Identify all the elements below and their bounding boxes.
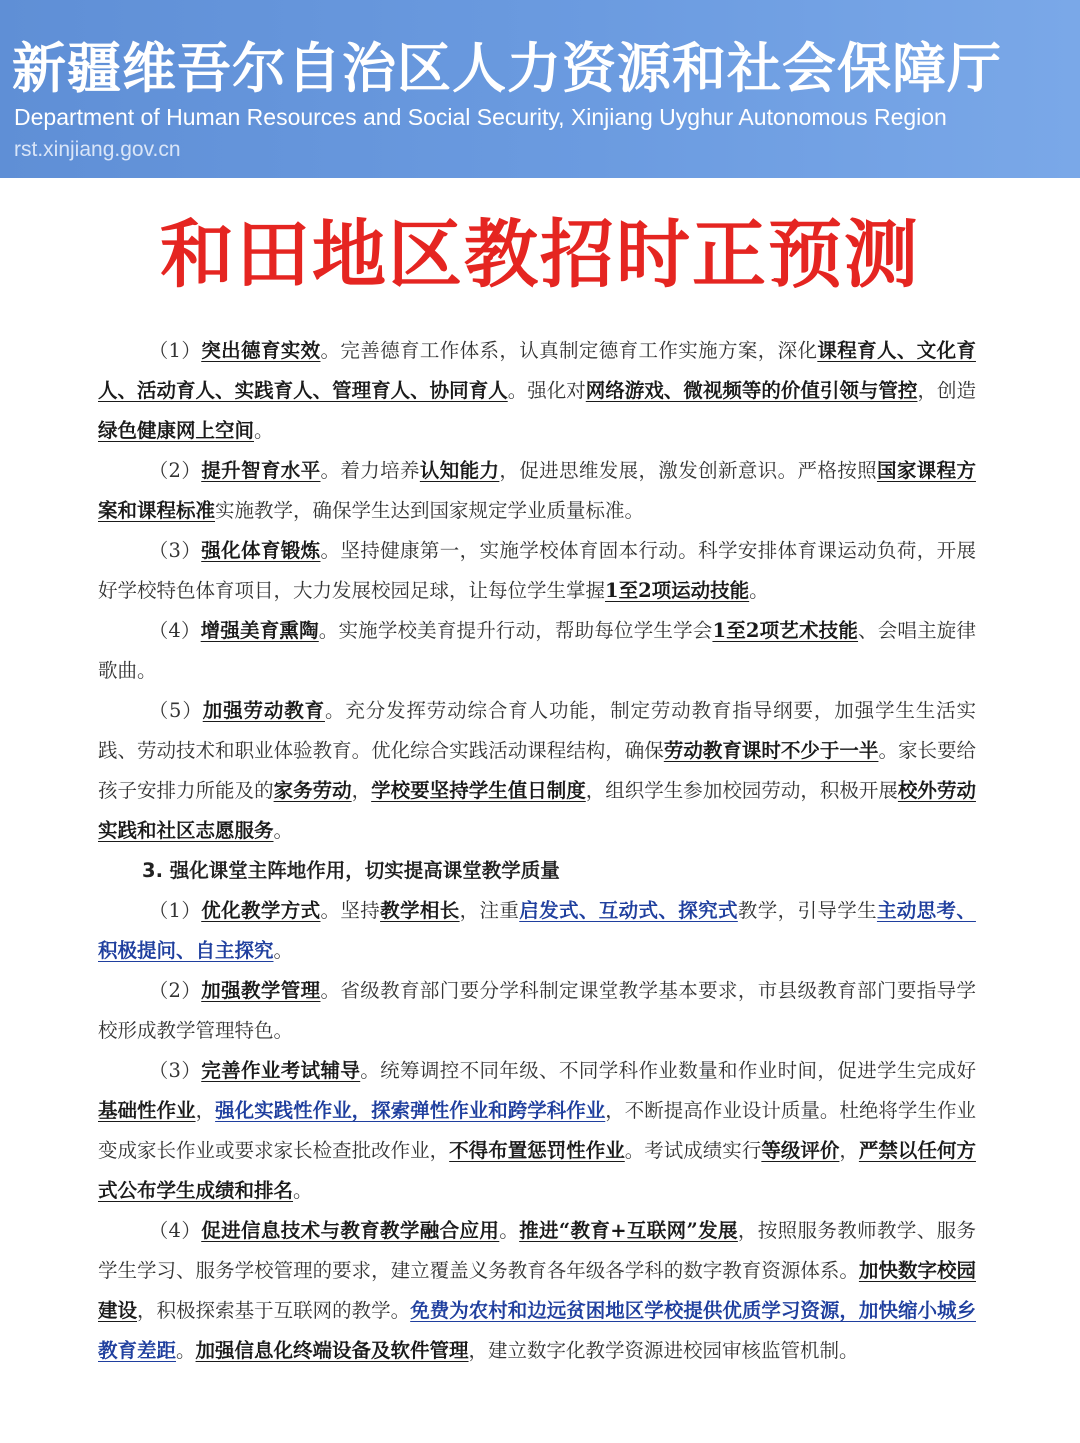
document-paragraph — [98, 971, 976, 1051]
emphasis-text: 强化实践性作业，探索弹性作业和跨学科作业 — [215, 1099, 606, 1122]
emphasis-text: 免费为农村和边远贫困地区学校提供优质学习资源，加快缩小城乡教育差距 — [98, 1299, 976, 1362]
website-url: rst.xinjiang.gov.cn — [14, 138, 181, 161]
emphasis-text: 加强教学管理 — [201, 979, 321, 1002]
paragraph-text: 教学，引导学生 — [737, 899, 877, 922]
paragraph-text: 。实施学校美育提升行动，帮助每位学生学会 — [318, 619, 713, 642]
paragraph-text: 。坚持 — [320, 899, 381, 922]
paragraph-text: ，不断提高作业设计质量。杜绝将学生作业变成家长作业或要求家长检查批改作业， — [98, 1099, 976, 1162]
emphasis-text: 课程育人、文化育人、活动育人、实践育人、管理育人、协同育人 — [98, 339, 976, 402]
paragraph-text: （2） — [148, 979, 202, 1002]
paragraph-text: ，积极探索基于互联网的教学。 — [137, 1299, 411, 1322]
paragraph-text: 。 — [273, 939, 294, 962]
paragraph-text: 。 — [273, 819, 294, 842]
header-banner — [0, 0, 1080, 178]
emphasis-text: 教学相长 — [380, 899, 460, 922]
emphasis-text: 突出德育实效 — [201, 339, 321, 362]
emphasis-text: 劳动教育课时不少于一半 — [663, 739, 879, 762]
emphasis-text: 加快数字校园建设 — [98, 1259, 976, 1322]
document-paragraph — [98, 611, 976, 691]
paragraph-text: （5） — [148, 699, 203, 722]
document-paragraph — [98, 891, 976, 971]
paragraph-text: ，按照服务教师教学、服务学生学习、服务学校管理的要求，建立覆盖义务教育各年级各学科的数字教育资源体系。 — [98, 1219, 976, 1282]
emphasis-text: 基础性作业 — [98, 1099, 196, 1122]
emphasis-text: 认知能力 — [419, 459, 500, 482]
section-heading — [98, 851, 976, 891]
paragraph-text: ， — [195, 1099, 216, 1122]
paragraph-text: 。 — [254, 419, 274, 442]
paragraph-text: ， — [351, 779, 372, 802]
paragraph-text: （1） — [148, 899, 202, 922]
emphasis-text: 学校要坚持学生值日制度 — [371, 779, 586, 802]
paragraph-text: ，组织学生参加校园劳动，积极开展 — [585, 779, 898, 802]
paragraph-text: ， — [839, 1139, 859, 1162]
paragraph-text: 。 — [293, 1179, 313, 1202]
document-paragraph — [98, 691, 976, 851]
paragraph-text: （2） — [148, 459, 202, 482]
paragraph-text: ，创造 — [917, 379, 976, 402]
emphasis-text: 国家课程方案和课程标准 — [98, 459, 976, 522]
emphasis-text: 提升智育水平 — [201, 459, 321, 482]
emphasis-text: 完善作业考试辅导 — [201, 1059, 361, 1082]
paragraph-text: 3. 强化课堂主阵地作用，切实提高课堂教学质量 — [142, 859, 560, 882]
paragraph-text: 。 — [499, 1219, 520, 1242]
paragraph-text: 。省级教育部门要分学科制定课堂教学基本要求，市县级教育部门要指导学校形成教学管理特色。 — [98, 979, 976, 1042]
paragraph-text: 实施教学，确保学生达到国家规定学业质量标准。 — [215, 499, 645, 522]
emphasis-text: 网络游戏、微视频等的价值引领与管控 — [585, 379, 918, 402]
paragraph-text: 。强化对 — [507, 379, 586, 402]
emphasis-text: 促进信息技术与教育教学融合应用 — [201, 1219, 500, 1242]
paragraph-text: （4） — [148, 619, 201, 642]
emphasis-text: 绿色健康网上空间 — [98, 419, 255, 442]
paragraph-text: 。 — [749, 579, 769, 602]
paragraph-text: 。 — [176, 1339, 196, 1362]
paragraph-text: ，注重 — [459, 899, 520, 922]
paragraph-text: 。充分发挥劳动综合育人功能，制定劳动教育指导纲要，加强学生生活实践、劳动技术和职业体验教育。优化综合实践活动课程结构，确保 — [98, 699, 976, 762]
document-body — [98, 331, 976, 1371]
document-paragraph — [98, 531, 976, 611]
emphasis-text: 1至2项艺术技能 — [712, 619, 859, 642]
paragraph-text: （1） — [148, 339, 202, 362]
emphasis-text: 等级评价 — [761, 1139, 840, 1162]
department-name-cn: 新疆维吾尔自治区人力资源和社会保障厅 — [12, 37, 1002, 100]
document-paragraph — [98, 1051, 976, 1211]
emphasis-text: 加强劳动教育 — [202, 699, 325, 722]
paragraph-text: ，促进思维发展，激发创新意识。严格按照 — [499, 459, 877, 482]
emphasis-text: 不得布置惩罚性作业 — [449, 1139, 625, 1162]
emphasis-text: 强化体育锻炼 — [201, 539, 321, 562]
emphasis-text: 主动思考、积极提问、自主探究 — [98, 899, 976, 962]
emphasis-text: 增强美育熏陶 — [200, 619, 319, 642]
paragraph-text: 、会唱主旋律歌曲。 — [98, 619, 976, 682]
paragraph-text: 。家长要给孩子安排力所能及的 — [98, 739, 976, 802]
paragraph-text: ，建立数字化教学资源进校园审核监管机制。 — [468, 1339, 859, 1362]
page-headline: 和田地区教招时正预测 — [160, 212, 920, 298]
paragraph-text: 。完善德育工作体系，认真制定德育工作实施方案，深化 — [320, 339, 818, 362]
paragraph-text: （4） — [148, 1219, 202, 1242]
document-paragraph — [98, 1211, 976, 1371]
emphasis-text: 启发式、互动式、探究式 — [519, 899, 738, 922]
paragraph-text: 。着力培养 — [320, 459, 420, 482]
document-paragraph — [98, 331, 976, 451]
emphasis-text: 1至2项运动技能 — [605, 579, 750, 602]
emphasis-text: 优化教学方式 — [201, 899, 321, 922]
emphasis-text: 严禁以任何方式公布学生成绩和排名 — [98, 1139, 976, 1202]
emphasis-text: 加强信息化终端设备及软件管理 — [195, 1339, 469, 1362]
department-name-en: Department of Human Resources and Social Security, Xinjiang Uyghur Autonomous Region — [14, 104, 947, 130]
paragraph-text: 。坚持健康第一，实施学校体育固本行动。科学安排体育课运动负荷，开展好学校特色体育项目，大力发展校园足球，让每位学生掌握 — [98, 539, 976, 602]
paragraph-text: （3） — [148, 1059, 202, 1082]
emphasis-text: 家务劳动 — [273, 779, 352, 802]
paragraph-text: 。考试成绩实行 — [624, 1139, 762, 1162]
paragraph-text: （3） — [148, 539, 202, 562]
paragraph-text: 。统筹调控不同年级、不同学科作业数量和作业时间，促进学生完成好 — [360, 1059, 976, 1082]
document-paragraph — [98, 451, 976, 531]
emphasis-text: 校外劳动实践和社区志愿服务 — [98, 779, 976, 842]
emphasis-text: 推进“教育+互联网”发展 — [519, 1219, 738, 1242]
